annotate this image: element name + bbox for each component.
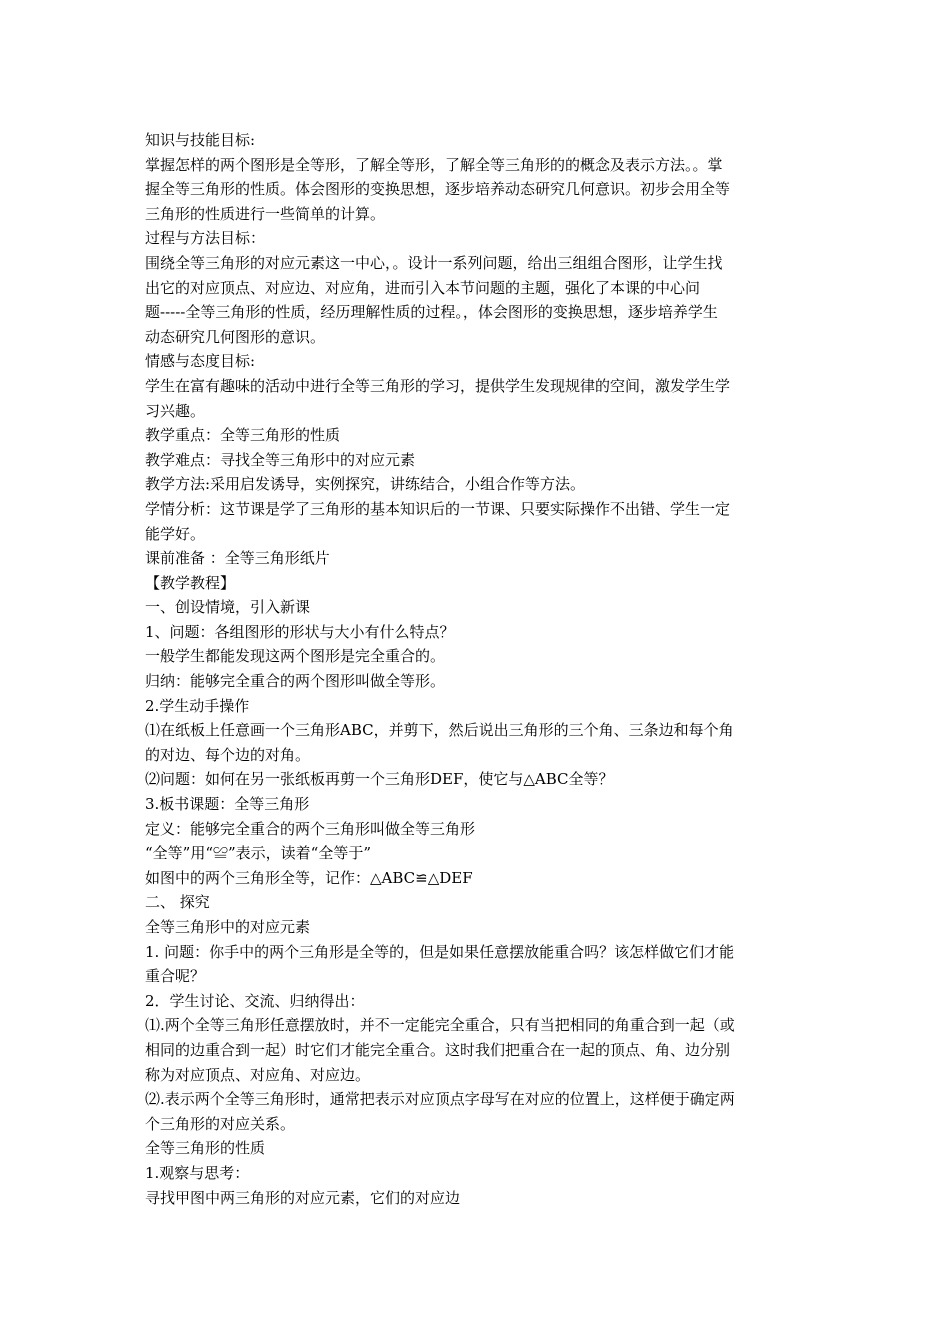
text-line: 课前准备 ：全等三角形纸片 (145, 549, 330, 568)
document-body (145, 128, 810, 1210)
text-line: 学情分析：这节课是学了三角形的基本知识后的一节课、只要实际操作不出错、学生一定 (145, 499, 731, 518)
text-line: 如图中的两个三角形全等，记作：△ABC≌△DEF (145, 868, 473, 887)
text-line: 1. 问题：你手中的两个三角形是全等的，但是如果任意摆放能重合吗？该怎样做它们才能 (145, 942, 735, 961)
text-line: 称为对应顶点、对应角、对应边。 (145, 1065, 371, 1084)
text-line: 掌握怎样的两个图形是全等形，了解全等形，了解全等三角形的的概念及表示方法。。掌 (145, 155, 723, 174)
text-line: 动态研究几何图形的意识。 (145, 327, 326, 346)
text-line: 一、创设情境，引入新课 (145, 598, 311, 617)
text-line: 教学重点：全等三角形的性质 (145, 426, 341, 445)
text-line: 教学方法:采用启发诱导，实例探究，讲练结合，小组合作等方法。 (145, 475, 586, 494)
text-line: 围绕全等三角形的对应元素这一中心，。设计一系列问题，给出三组组合图形，让学生找 (145, 253, 723, 272)
text-line: 全等三角形的性质 (145, 1139, 266, 1158)
text-line: 3.板书课题：全等三角形 (145, 795, 310, 814)
text-line: ⑵问题：如何在另一张纸板再剪一个三角形DEF，使它与△ABC全等？ (145, 770, 614, 789)
text-line: 2．学生讨论、交流、归纳得出： (145, 991, 365, 1010)
text-line: 教学难点：寻找全等三角形中的对应元素 (145, 450, 416, 469)
text-line: 二、 探究 (145, 893, 210, 912)
text-line: 相同的边重合到一起）时它们才能完全重合。这时我们把重合在一起的顶点、角、边分别 (145, 1040, 731, 1059)
text-line: 个三角形的对应关系。 (145, 1114, 296, 1133)
text-line: “全等”用“≌”表示，读着“全等于” (145, 844, 372, 863)
text-line: 2.学生动手操作 (145, 696, 250, 715)
text-line: ⑴.两个全等三角形任意摆放时，并不一定能完全重合，只有当把相同的角重合到一起（或 (145, 1016, 735, 1035)
text-line: 情感与态度目标: (145, 352, 256, 371)
text-line: 1.观察与思考： (145, 1163, 250, 1182)
text-line: 过程与方法目标： (145, 229, 266, 248)
text-line: 一般学生都能发现这两个图形是完全重合的。 (145, 647, 446, 666)
text-line: 1、问题：各组图形的形状与大小有什么特点？ (145, 622, 455, 641)
text-line: 习兴趣。 (145, 401, 206, 420)
text-line: 握全等三角形的性质。体会图形的变换思想，逐步培养动态研究几何意识。初步会用全等 (145, 180, 731, 199)
text-line: 题-----全等三角形的性质，经历理解性质的过程。，体会图形的变换思想，逐步培养学生 (145, 303, 718, 322)
text-line: 能学好。 (145, 524, 206, 543)
text-line: 寻找甲图中两三角形的对应元素，它们的对应边 (145, 1188, 461, 1207)
text-line: 重合呢？ (145, 967, 206, 986)
text-line: ⑵.表示两个全等三角形时，通常把表示对应顶点字母写在对应的位置上，这样便于确定两 (145, 1090, 735, 1109)
text-line: 知识与技能目标: (145, 131, 256, 149)
text-line: 三角形的性质进行一些简单的计算。 (145, 204, 386, 223)
text-line: ⑴在纸板上任意画一个三角形ABC，并剪下，然后说出三角形的三个角、三条边和每个角 (145, 721, 734, 740)
text-line: 【教学教程】 (145, 573, 236, 592)
text-line: 出它的对应顶点、对应边、对应角，进而引入本节问题的主题，强化了本课的中心问 (145, 278, 701, 297)
text-line: 定义：能够完全重合的两个三角形叫做全等三角形 (145, 819, 476, 838)
text-line: 全等三角形中的对应元素 (145, 918, 311, 936)
text-line: 归纳：能够完全重合的两个图形叫做全等形。 (145, 672, 446, 691)
text-line: 的对边、每个边的对角。 (145, 745, 311, 764)
text-line: 学生在富有趣味的活动中进行全等三角形的学习，提供学生发现规律的空间，激发学生学 (145, 376, 731, 395)
